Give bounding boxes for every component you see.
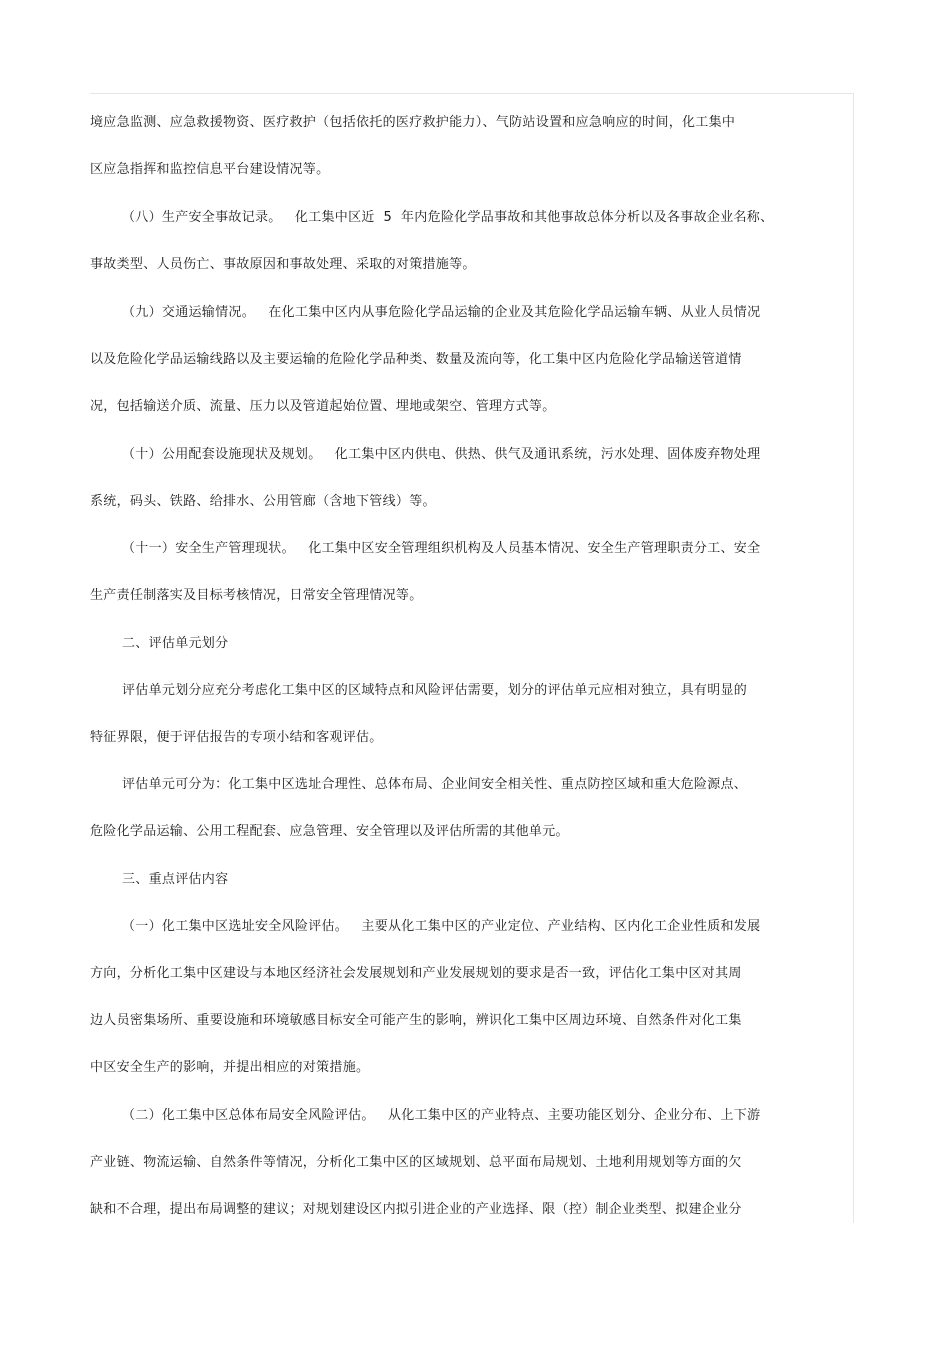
text-line-16: 危险化学品运输、公用工程配套、应急管理、安全管理以及评估所需的其他单元。 <box>90 824 569 839</box>
text-line-11: 生产责任制落实及目标考核情况，日常安全管理情况等。 <box>90 588 423 603</box>
text-line-3: （八）生产安全事故记录。 化工集中区近 5 年内危险化学品事故和其他事故总体分析以及各事故企业名称、 <box>122 210 774 225</box>
text-line-5: （九）交通运输情况。 在化工集中区内从事危险化学品运输的企业及其危险化学品运输车辆、从业人员情况 <box>122 305 761 320</box>
text-line-10: （十一）安全生产管理现状。 化工集中区安全管理组织机构及人员基本情况、安全生产管理职责分工、安全 <box>122 541 761 556</box>
text-line-7: 况，包括输送介质、流量、压力以及管道起始位置、埋地或架空、管理方式等。 <box>90 399 556 414</box>
text-line-21: 中区安全生产的影响，并提出相应的对策措施。 <box>90 1060 370 1075</box>
section-heading-3: 三、重点评估内容 <box>122 872 229 887</box>
text-line-24: 缺和不合理，提出布局调整的建议；对规划建设区内拟引进企业的产业选择、限（控）制企业类型、拟建企业分 <box>90 1202 742 1217</box>
text-line-15: 评估单元可分为：化工集中区选址合理性、总体布局、企业间安全相关性、重点防控区域和重大危险源点、 <box>122 777 748 792</box>
text-line-20: 边人员密集场所、重要设施和环境敏感目标安全可能产生的影响，辨识化工集中区周边环境、自然条件对化工集 <box>90 1013 742 1028</box>
text-line-2: 区应急指挥和监控信息平台建设情况等。 <box>90 162 330 177</box>
text-line-23: 产业链、物流运输、自然条件等情况，分析化工集中区的区域规划、总平面布局规划、土地利用规划等方面的欠 <box>90 1155 742 1170</box>
text-line-6: 以及危险化学品运输线路以及主要运输的危险化学品种类、数量及流向等，化工集中区内危险化学品输送管道情 <box>90 352 742 367</box>
text-line-19: 方向，分析化工集中区建设与本地区经济社会发展规划和产业发展规划的要求是否一致，评估化工集中区对其周 <box>90 966 742 981</box>
text-line-22: （二）化工集中区总体布局安全风险评估。 从化工集中区的产业特点、主要功能区划分、企业分布、上下游 <box>122 1108 761 1123</box>
text-line-8: （十）公用配套设施现状及规划。 化工集中区内供电、供热、供气及通讯系统，污水处理、固体废弃物处理 <box>122 447 761 462</box>
text-line-4: 事故类型、人员伤亡、事故原因和事故处理、采取的对策措施等。 <box>90 257 476 272</box>
text-line-14: 特征界限，便于评估报告的专项小结和客观评估。 <box>90 730 383 745</box>
section-heading-2: 二、评估单元划分 <box>122 636 229 651</box>
text-line-9: 系统，码头、铁路、给排水、公用管廊（含地下管线）等。 <box>90 494 436 509</box>
text-line-1: 境应急监测、应急救援物资、医疗救护（包括依托的医疗救护能力）、气防站设置和应急响应的时间，化工集中 <box>90 115 736 130</box>
text-line-18: （一）化工集中区选址安全风险评估。 主要从化工集中区的产业定位、产业结构、区内化工企业性质和发展 <box>122 919 761 934</box>
text-line-13: 评估单元划分应充分考虑化工集中区的区域特点和风险评估需要，划分的评估单元应相对独立，具有明显的 <box>122 683 748 698</box>
